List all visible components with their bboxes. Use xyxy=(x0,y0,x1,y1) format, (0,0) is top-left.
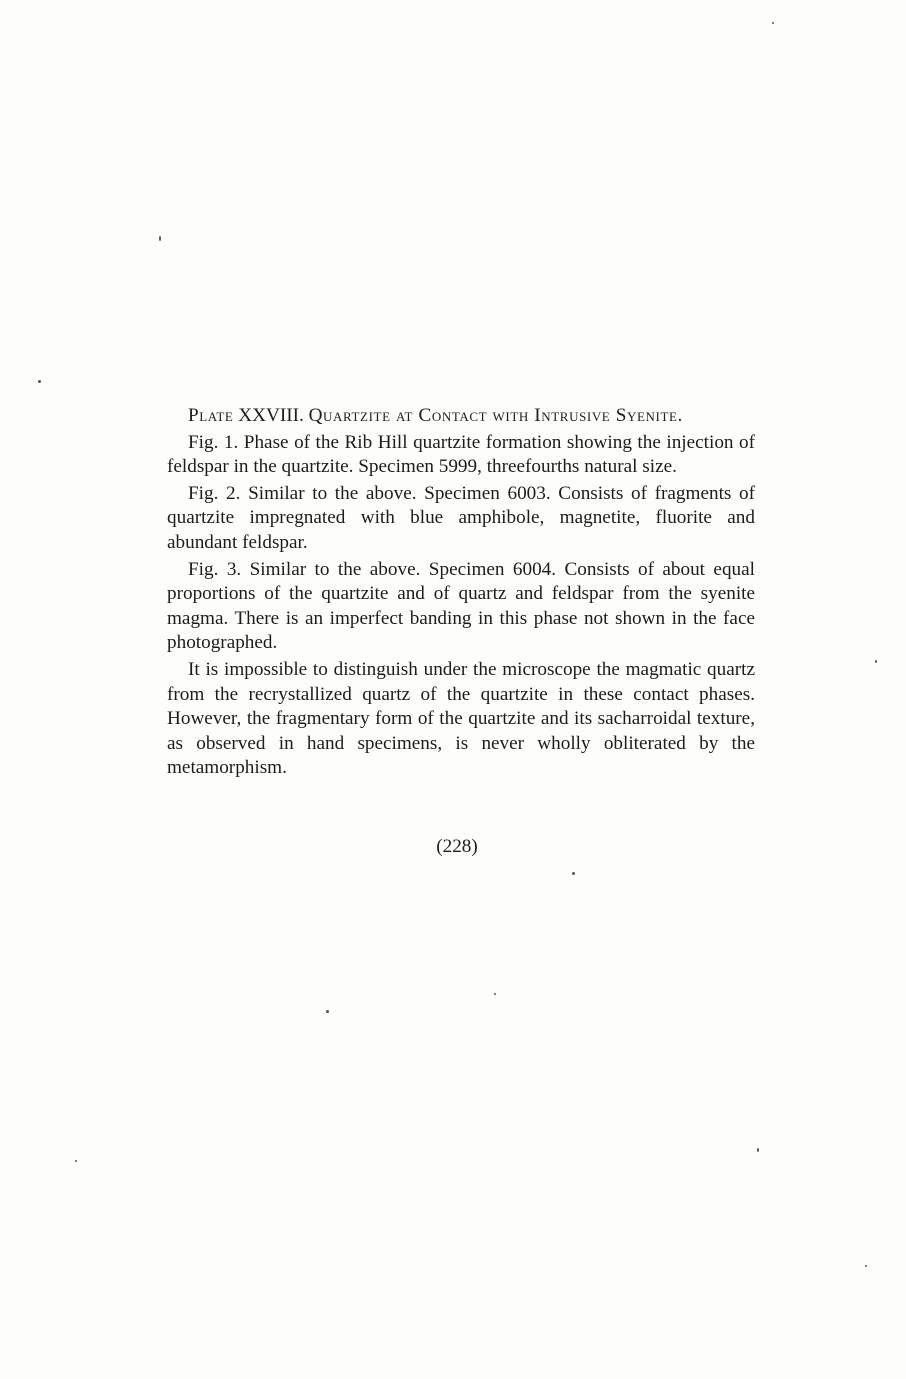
scan-speck xyxy=(494,993,496,995)
figure-2-caption: Fig. 2. Similar to the above. Specimen 6003. Consists of fragments of quartzite impregnated with blue amphibole, magnetite, fluorite and abundant feldspar. xyxy=(167,482,755,553)
scan-speck xyxy=(772,22,774,24)
plate-title: Quartzite at Contact with Intrusive Syenite. xyxy=(308,405,683,426)
page-number: (228) xyxy=(436,836,478,857)
caption-text-block xyxy=(167,404,755,783)
scan-speck xyxy=(572,872,575,875)
figure-3-caption: Fig. 3. Similar to the above. Specimen 6004. Consists of about equal proportions of the quartzite and of quartz and feldspar from the syenite magma. There is an imperfect banding in this phase not shown in the face photographed. xyxy=(167,558,755,654)
scan-speck xyxy=(865,1265,867,1267)
plate-heading xyxy=(167,404,755,429)
scan-speck xyxy=(757,1148,759,1152)
scan-speck xyxy=(159,236,161,241)
scan-speck xyxy=(326,1010,329,1013)
plate-label: Plate xyxy=(188,405,234,426)
scan-speck xyxy=(875,660,877,663)
plate-number: XXVIII. xyxy=(238,405,304,426)
remarks-paragraph: It is impossible to distinguish under the microscope the magmatic quartz from the recrystallized quartz of the quartzite in these contact phases. However, the fragmentary form of the quartzite and its sacharroidal texture, as observed in hand specimens, is never wholly obliterated by the metamorphism. xyxy=(167,658,755,779)
scan-speck xyxy=(38,380,41,383)
figure-1-caption: Fig. 1. Phase of the Rib Hill quartzite formation showing the injection of feldspar in the quartzite. Specimen 5999, threefourths natural size. xyxy=(167,431,755,478)
scan-speck xyxy=(75,1160,77,1162)
